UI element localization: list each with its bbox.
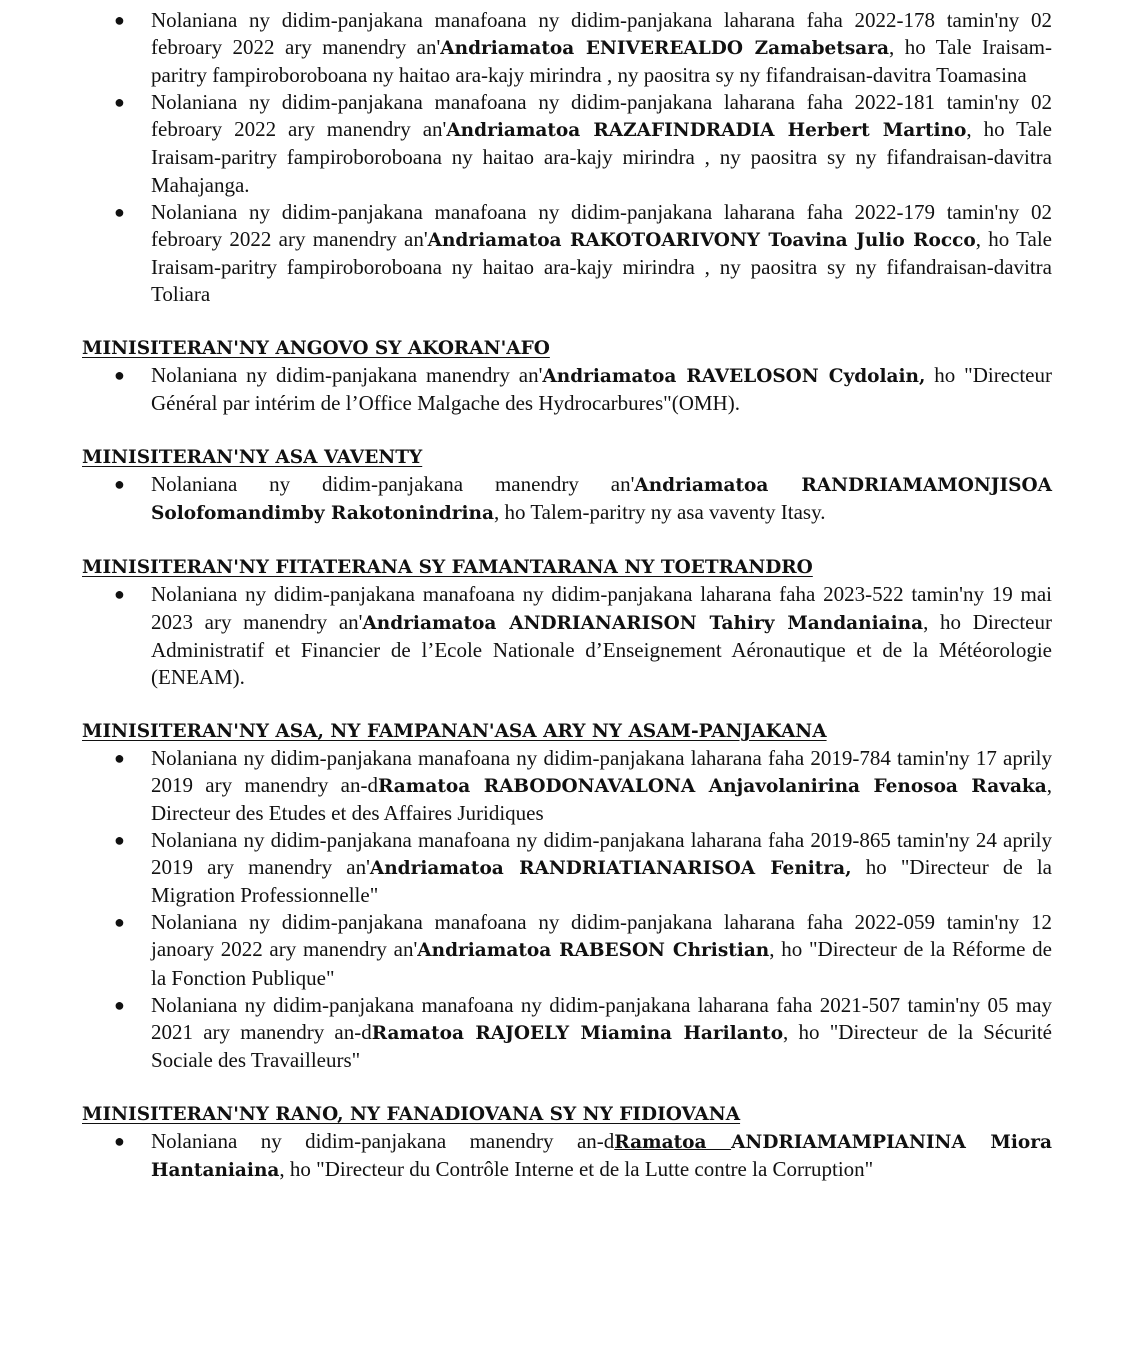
- list-item: ● Nolaniana ny didim-panjakana manafoana ny didim-panjakana laharana faha 2021-507 tamin'ny 05 may 2021 ary manendry an-dRamatoa RAJOELY Miamina Harilanto, ho "Directeur de la Sécurité Sociale des Travailleurs": [114, 992, 1052, 1072]
- bullet: ●: [114, 994, 125, 1015]
- section-rano: [0, 1101, 1131, 1184]
- bullet: ●: [114, 584, 125, 605]
- section-heading: MINISITERAN'NY ANGOVO SY AKORAN'AFO: [82, 338, 550, 360]
- bullet: ●: [114, 92, 125, 113]
- section-heading: MINISITERAN'NY ASA VAVENTY: [82, 447, 423, 469]
- list-item: ● Nolaniana ny didim-panjakana manafoana ny didim-panjakana laharana faha 2019-784 tamin'ny 17 aprily 2019 ary manendry an-dRamatoa RABODONAVALONA Anjavolanirina Fenosoa Ravaka, Directeur des Etudes et des Affaires Juridiques: [114, 745, 1052, 825]
- top-appointments-list: [0, 7, 1131, 308]
- list-item: ● Nolaniana ny didim-panjakana manafoana ny didim-panjakana laharana faha 2022-059 tamin'ny 12 janoary 2022 ary manendry an'Andriamatoa RABESON Christian, ho "Directeur de la Réforme de la Fonction Publique": [114, 910, 1052, 990]
- list-item: ● Nolaniana ny didim-panjakana manafoana ny didim-panjakana laharana faha 2019-865 tamin'ny 24 aprily 2019 ary manendry an'Andriamatoa RANDRIATIANARISOA Fenitra, ho "Directeur de la Migration Professionnelle": [114, 828, 1052, 908]
- bullet: ●: [114, 10, 125, 30]
- bullet: ●: [114, 201, 125, 222]
- bullet: ●: [114, 474, 125, 495]
- bullet: ●: [114, 912, 125, 933]
- list-item: ● Nolaniana ny didim-panjakana manendry an'Andriamatoa RAVELOSON Cydolain, ho "Directeur Général par intérim de l’Office Malgache des Hydrocarbures"(OMH).: [114, 363, 1052, 416]
- section-heading: MINISITERAN'NY FITATERANA SY FAMANTARANA NY TOETRANDRO: [82, 557, 813, 579]
- list-item: ● Nolaniana ny didim-panjakana manendry an-dRamatoa ANDRIAMAMPIANINA Miora Hantaniaina, ho "Directeur du Contrôle Interne et de la Lutte contre la Corruption": [114, 1128, 1052, 1181]
- bullet: ●: [114, 747, 125, 768]
- list-item: ● Nolaniana ny didim-panjakana manafoana ny didim-panjakana laharana faha 2022-181 tamin'ny 02 febroary 2022 ary manendry an'Andriamatoa RAZAFINDRADIA Herbert Martino, ho Tale Iraisam-paritry fampiroboroboana ny haitao ara-kajy mirindra , ny paositra sy ny fifandraisan-davitra Mahajanga.: [114, 90, 1052, 197]
- bullet: ●: [114, 830, 125, 851]
- section-heading: MINISITERAN'NY RANO, NY FANADIOVANA SY NY FIDIOVANA: [82, 1103, 741, 1125]
- list-item: ● Nolaniana ny didim-panjakana manafoana ny didim-panjakana laharana faha 2023-522 tamin'ny 19 mai 2023 ary manendry an'Andriamatoa ANDRIANARISON Tahiry Mandaniaina, ho Directeur Administratif et Financier de l’Ecole Nationale d’Enseignement Aéronautique et de la Météorologie (ENEAM).: [114, 582, 1052, 689]
- section-asa-vaventy: [0, 444, 1131, 527]
- section-heading: MINISITERAN'NY ASA, NY FAMPANAN'ASA ARY NY ASAM-PANJAKANA: [82, 720, 827, 742]
- list-item: ● Nolaniana ny didim-panjakana manafoana ny didim-panjakana laharana faha 2022-179 tamin'ny 02 febroary 2022 ary manendry an'Andriamatoa RAKOTOARIVONY Toavina Julio Rocco, ho Tale Iraisam-paritry fampiroboroboana ny haitao ara-kajy mirindra , ny paositra sy ny fifandraisan-davitra Toliara: [114, 199, 1052, 306]
- section-asa-fampanan-asa: [0, 718, 1131, 1074]
- bullet: ●: [114, 1130, 125, 1151]
- section-angovo: [0, 335, 1131, 417]
- section-fitaterana: [0, 554, 1131, 690]
- list-item: ● Nolaniana ny didim-panjakana manafoana ny didim-panjakana laharana faha 2022-178 tamin'ny 02 febroary 2022 ary manendry an'Andriamatoa ENIVEREALDO Zamabetsara, ho Tale Iraisam-paritry fampiroboroboana ny haitao ara-kajy mirindra , ny paositra sy ny fifandraisan-davitra Toamasina: [114, 8, 1052, 88]
- bullet: ●: [114, 365, 125, 386]
- list-item: ● Nolaniana ny didim-panjakana manendry an'Andriamatoa RANDRIAMAMONJISOA Solofomandimby Rakotonindrina, ho Talem-paritry ny asa vaventy Itasy.: [114, 472, 1052, 525]
